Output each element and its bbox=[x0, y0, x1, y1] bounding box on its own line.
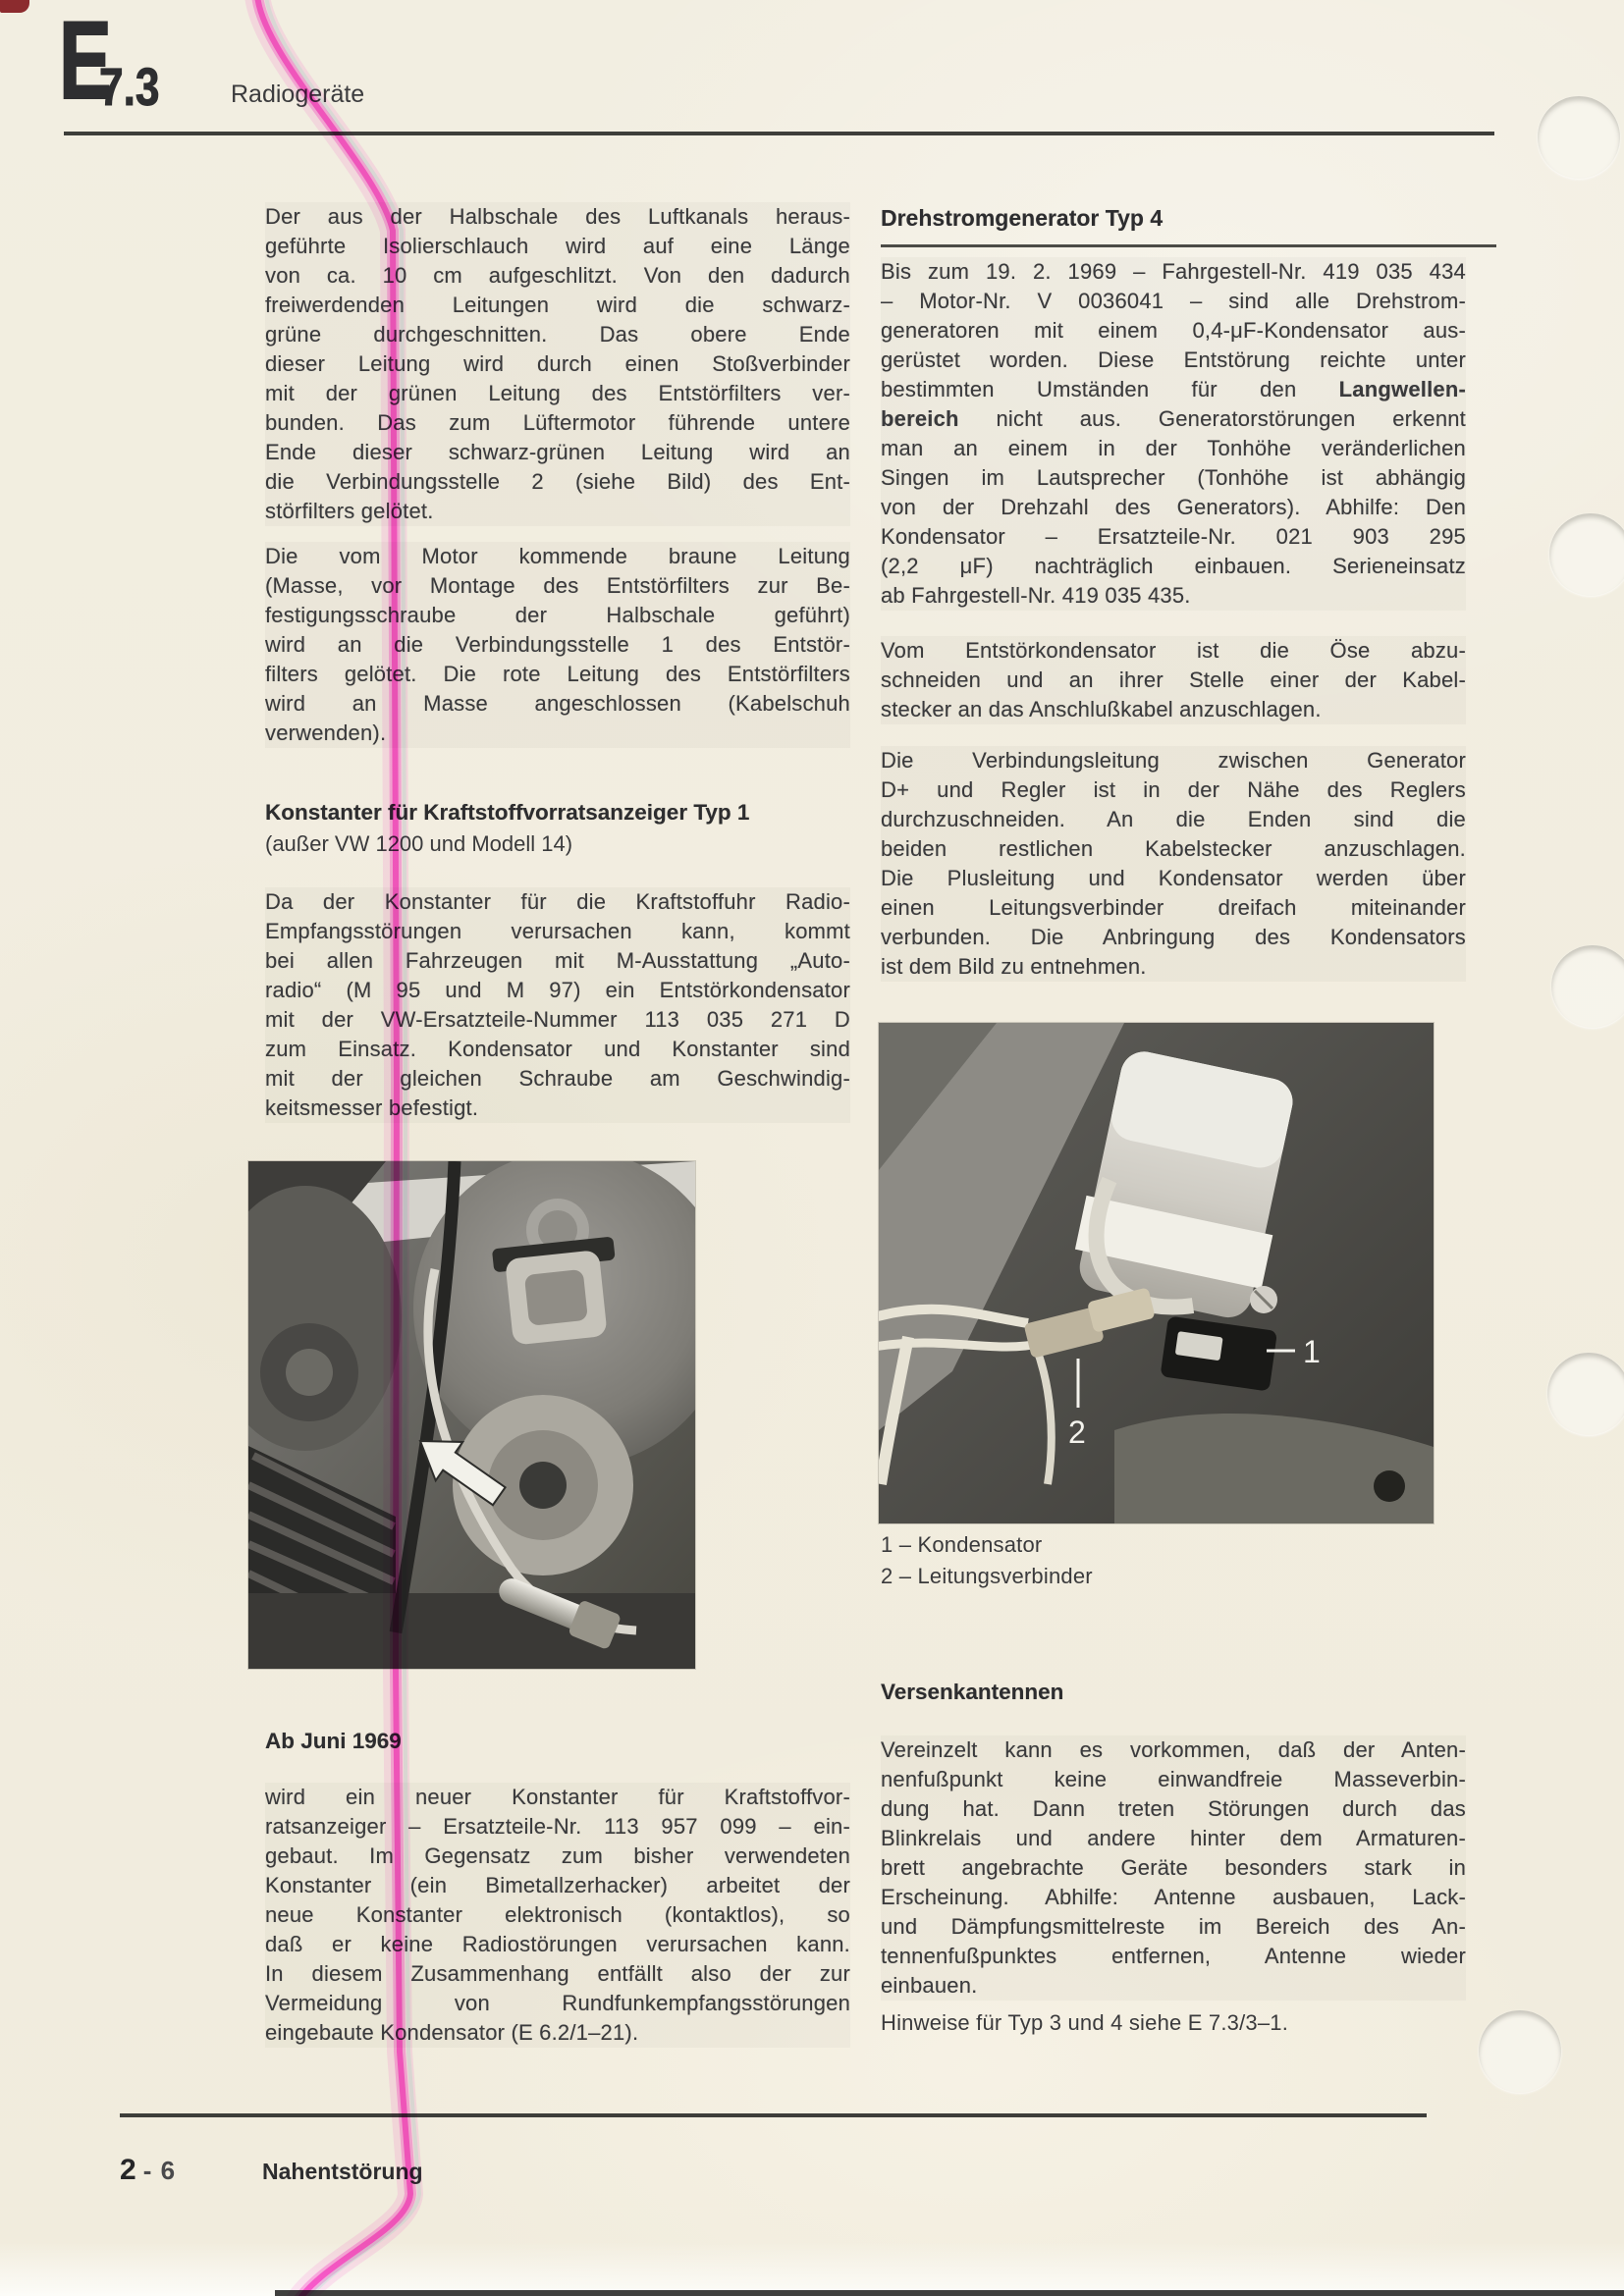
text-line: verbunden. Die Anbringung des Kondensators bbox=[881, 925, 1466, 949]
scan-edge-mark bbox=[0, 0, 29, 13]
right-paragraph-4 bbox=[881, 1735, 1466, 2001]
left-paragraph-3 bbox=[265, 887, 850, 1123]
text-line: dieser Leitung wird durch einen Stoßverbinder bbox=[265, 351, 850, 376]
text-line: tennenfußpunktes entfernen, Antenne wieder bbox=[881, 1944, 1466, 1968]
text-line: Die Plusleitung und Kondensator werden über bbox=[881, 866, 1466, 890]
header-rule bbox=[64, 132, 1494, 135]
text-line: generatoren mit einem 0,4-μF-Kondensator aus- bbox=[881, 318, 1466, 343]
left-paragraph-1 bbox=[265, 202, 850, 526]
text-line: (2,2 μF) nachträglich einbauen. Serieneinsatz bbox=[881, 554, 1466, 578]
text-line: nenfußpunkt keine einwandfreie Masseverbin- bbox=[881, 1767, 1466, 1791]
instrument-center bbox=[519, 1462, 567, 1509]
text-line: ab Fahrgestell-Nr. 419 035 435. bbox=[881, 583, 1191, 608]
footer-rule bbox=[120, 2113, 1427, 2117]
text-line: neue Konstanter elektronisch (kontaktlos), so bbox=[265, 1902, 850, 1927]
text-line: mit der grünen Leitung des Entstörfilters ver- bbox=[265, 381, 850, 405]
left-photo-engine-compartment bbox=[248, 1161, 695, 1669]
text-line: gebaut. Im Gegensatz zum bisher verwendeten bbox=[265, 1843, 850, 1868]
text-line: festigungsschraube der Halbschale geführt) bbox=[265, 603, 850, 627]
right-paragraph-3 bbox=[881, 746, 1466, 982]
text-line: die Verbindungsstelle 2 (siehe Bild) des Ent- bbox=[265, 469, 850, 494]
text-line: mit der gleichen Schraube am Geschwindig- bbox=[265, 1066, 850, 1091]
right-paragraph-1 bbox=[881, 257, 1466, 611]
text-line: Kondensator – Ersatzteile-Nr. 021 903 295 bbox=[881, 524, 1466, 549]
right-heading-rule bbox=[881, 244, 1496, 247]
right-photo-captions bbox=[881, 1529, 1466, 1592]
text-line: ratsanzeiger – Ersatzteile-Nr. 113 957 099 – ein- bbox=[265, 1814, 850, 1839]
heading-versenkantennen: Versenkantennen bbox=[881, 1680, 1064, 1704]
text-line: zum Einsatz. Kondensator und Konstanter sind bbox=[265, 1037, 850, 1061]
text-line: gerüstet worden. Diese Entstörung reichte unter bbox=[881, 347, 1466, 372]
text-line: bestimmten Umständen für den Langwellen- bbox=[881, 377, 1466, 401]
text-line: bereich nicht aus. Generatorstörungen erkennt bbox=[881, 406, 1466, 431]
text-line: Empfangsstörungen verursachen kann, kommt bbox=[265, 919, 850, 943]
text-line: In diesem Zusammenhang entfällt also der zur bbox=[265, 1961, 850, 1986]
footer-chapter-label: Nahentstörung bbox=[262, 2159, 423, 2184]
text-line: Da der Konstanter für die Kraftstoffuhr Radio- bbox=[265, 889, 850, 914]
punch-hole bbox=[1538, 96, 1620, 179]
text-line: geführte Isolierschlauch wird auf eine Länge bbox=[265, 234, 850, 258]
punch-hole bbox=[1549, 513, 1624, 596]
photo-label-2: 2 bbox=[1068, 1415, 1086, 1450]
right-paragraph-5: Hinweise für Typ 3 und 4 siehe E 7.3/3–1. bbox=[881, 2010, 1289, 2035]
text-line: schneiden und an ihrer Stelle einer der Kabel- bbox=[881, 667, 1466, 692]
text-line: mit der VW-Ersatzteile-Nummer 113 035 271 D bbox=[265, 1007, 850, 1032]
bracket-hole bbox=[1374, 1470, 1405, 1502]
photo-label-1: 1 bbox=[1303, 1334, 1321, 1369]
punch-hole bbox=[1551, 945, 1624, 1028]
text-line: Erscheinung. Abhilfe: Antenne ausbauen, Lack- bbox=[881, 1885, 1466, 1909]
hub-center bbox=[286, 1349, 333, 1396]
right-photo-regulator bbox=[879, 1023, 1434, 1523]
text-line: Ende dieser schwarz-grünen Leitung wird an bbox=[265, 440, 850, 464]
text-line: daß er keine Radiostörungen verursachen kann. bbox=[265, 1932, 850, 1956]
text-line: wird an die Verbindungsstelle 1 des Entstör- bbox=[265, 632, 850, 657]
text-line: Konstanter (ein Bimetallzerhacker) arbeitet der bbox=[265, 1873, 850, 1897]
section-code-letter: E bbox=[59, 0, 111, 122]
heading-drehstromgenerator: Drehstromgenerator Typ 4 bbox=[881, 205, 1164, 231]
text-line: Die Verbindungsleitung zwischen Generator bbox=[881, 748, 1466, 773]
text-line: Bis zum 19. 2. 1969 – Fahrgestell-Nr. 419 035 434 bbox=[881, 259, 1466, 284]
punch-hole bbox=[1547, 1353, 1624, 1435]
text-line: von der Drehzahl des Generators). Abhilfe: Den bbox=[881, 495, 1466, 519]
text-line: durchzuschneiden. An die Enden sind die bbox=[881, 807, 1466, 831]
punch-hole bbox=[1479, 2010, 1561, 2093]
bottom-scan-bar bbox=[275, 2290, 1624, 2296]
text-line: von ca. 10 cm aufgeschlitzt. Von den dadurch bbox=[265, 263, 850, 288]
text-line: grüne durchgeschnitten. Das obere Ende bbox=[265, 322, 850, 347]
section-code-number: 7.3 bbox=[99, 58, 160, 117]
heading-ab-juni: Ab Juni 1969 bbox=[265, 1729, 402, 1753]
heading-konstanter-sub: (außer VW 1200 und Modell 14) bbox=[265, 831, 573, 856]
text-line: und Dämpfungsmittelreste im Bereich des An- bbox=[881, 1914, 1466, 1939]
right-paragraph-2 bbox=[881, 636, 1466, 724]
left-paragraph-4 bbox=[265, 1783, 850, 2048]
text-line: beiden restlichen Kabelstecker anzuschlagen. bbox=[881, 836, 1466, 861]
text-line: einen Leitungsverbinder dreifach miteinander bbox=[881, 895, 1466, 920]
text-line: radio“ (M 95 und M 97) ein Entstörkondensator bbox=[265, 978, 850, 1002]
text-line: stecker an das Anschlußkabel anzuschlagen. bbox=[881, 697, 1322, 721]
text-line: wird an Masse angeschlossen (Kabelschuh bbox=[265, 691, 850, 716]
text-line: keitsmesser befestigt. bbox=[265, 1095, 479, 1120]
text-line: 2 – Leitungsverbinder bbox=[881, 1564, 1093, 1588]
text-line: (Masse, vor Montage des Entstörfilters zur Be- bbox=[265, 573, 850, 598]
text-line: ist dem Bild zu entnehmen. bbox=[881, 954, 1147, 979]
text-line: Vom Entstörkondensator ist die Öse abzu- bbox=[881, 638, 1466, 663]
text-line: filters gelötet. Die rote Leitung des Entstörfilters bbox=[265, 662, 850, 686]
bottom-fade bbox=[0, 2242, 1624, 2296]
text-line: verwenden). bbox=[265, 721, 387, 745]
text-line: Der aus der Halbschale des Luftkanals heraus- bbox=[265, 204, 850, 229]
text-line: Blinkrelais und andere hinter dem Armaturen- bbox=[881, 1826, 1466, 1850]
text-line: eingebaute Kondensator (E 6.2/1–21). bbox=[265, 2020, 639, 2045]
text-line: Singen im Lautsprecher (Tonhöhe ist abhängig bbox=[881, 465, 1466, 490]
text-line: man an einem in der Tonhöhe veränderlichen bbox=[881, 436, 1466, 460]
text-line: freiwerdenden Leitungen wird die schwarz- bbox=[265, 293, 850, 317]
text-line: 1 – Kondensator bbox=[881, 1532, 1043, 1557]
text-line: Vereinzelt kann es vorkommen, daß der Anten- bbox=[881, 1737, 1466, 1762]
footer-page-number bbox=[120, 2154, 176, 2187]
section-title: Radiogeräte bbox=[231, 80, 365, 108]
left-paragraph-2 bbox=[265, 542, 850, 748]
page-number-suffix: - 6 bbox=[142, 2156, 177, 2185]
text-line: – Motor-Nr. V 0036041 – sind alle Drehstrom- bbox=[881, 289, 1466, 313]
text-line: wird ein neuer Konstanter für Kraftstoffvor- bbox=[265, 1785, 850, 1809]
text-line: D+ und Regler ist in der Nähe des Reglers bbox=[881, 777, 1466, 802]
heading-konstanter: Konstanter für Kraftstoffvorratsanzeiger Typ 1 bbox=[265, 800, 750, 825]
text-line: störfilters gelötet. bbox=[265, 499, 434, 523]
page-number: 2 bbox=[120, 2154, 137, 2186]
text-line: bei allen Fahrzeugen mit M-Ausstattung „Auto- bbox=[265, 948, 850, 973]
text-line: bunden. Das zum Lüftermotor führende untere bbox=[265, 410, 850, 435]
text-line: Vermeidung von Rundfunkempfangsstörungen bbox=[265, 1991, 850, 2015]
text-line: brett angebrachte Geräte besonders stark in bbox=[881, 1855, 1466, 1880]
text-line: einbauen. bbox=[881, 1973, 978, 1998]
text-line: dung hat. Dann treten Störungen durch das bbox=[881, 1796, 1466, 1821]
text-line: Die vom Motor kommende braune Leitung bbox=[265, 544, 850, 568]
